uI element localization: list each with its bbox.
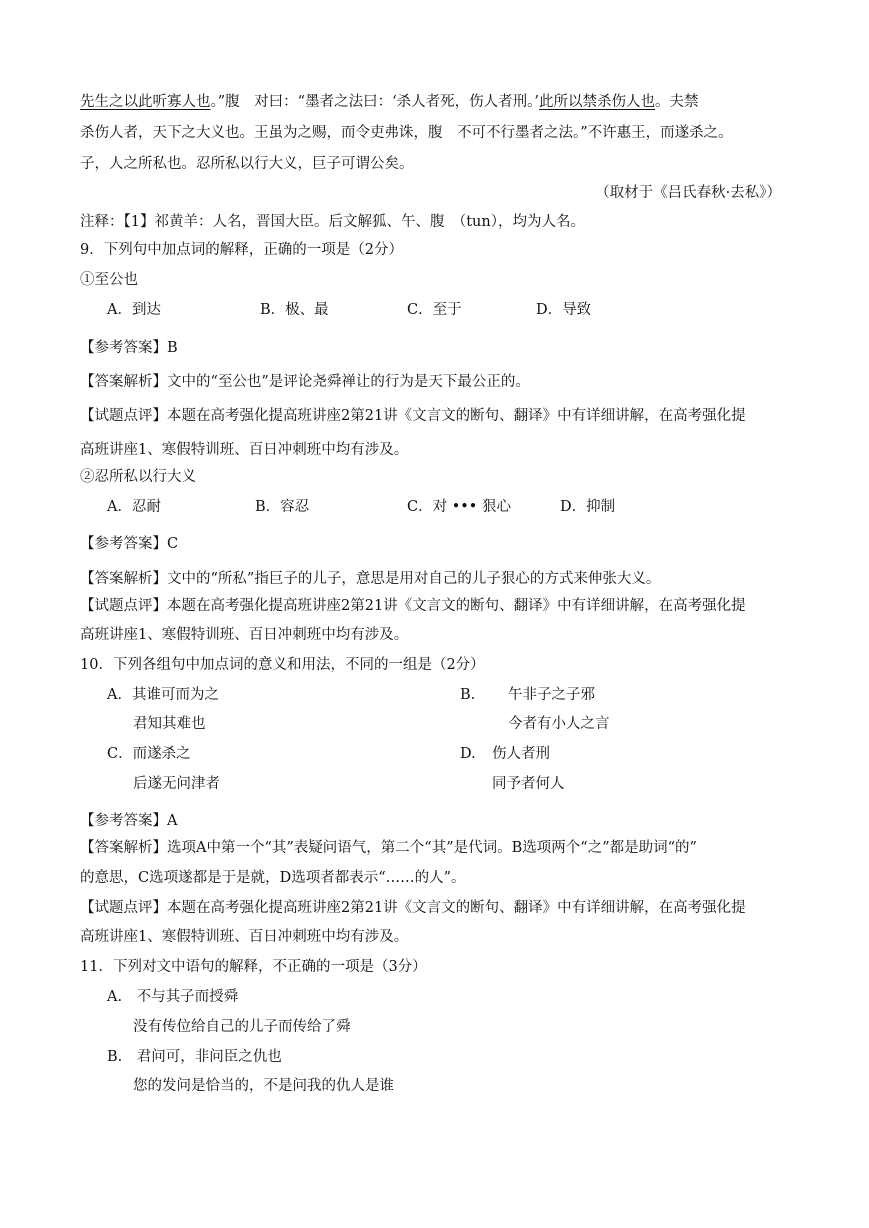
q10-option-a-line1: A．其谁可而为之: [107, 687, 219, 703]
q10-answer: 【参考答案】A: [80, 813, 178, 829]
q9-review-1b: 高班讲座1、寒假特训班、百日冲刺班中均有涉及。: [80, 442, 409, 458]
q9-answer-2: 【参考答案】C: [80, 536, 179, 552]
q10-review-a: 【试题点评】本题在高考强化提高班讲座2第21讲《文言文的断句、翻译》中有详细讲解，在高考强化提: [80, 900, 746, 916]
q9-review-1a: 【试题点评】本题在高考强化提高班讲座2第21讲《文言文的断句、翻译》中有详细讲解，在高考强化提: [80, 408, 746, 424]
q9-sub2-option-d: D．抑制: [560, 499, 616, 515]
q10-review-b: 高班讲座1、寒假特训班、百日冲刺班中均有涉及。: [80, 929, 409, 945]
q11-stem: 11．下列对文中语句的解释，不正确的一项是（3分）: [80, 959, 427, 975]
q11-option-a: A. 不与其子而授舜: [107, 989, 239, 1005]
annotation-note: 注释：【1】祁黄羊：人名，晋国大臣。后文解狐、午、腹 （tun），均为人名。: [80, 214, 585, 230]
q11-option-b-explanation: 您的发问是恰当的，不是问我的仇人是谁: [133, 1078, 394, 1094]
passage-line-3: 子，人之所私也。忍所私以行大义，巨子可谓公矣。: [80, 156, 414, 172]
q10-explanation-b: 的意思，C选项遂都是于是就，D选项者都表示“……的人”。: [80, 870, 466, 886]
q10-option-d-line2: 同予者何人: [492, 776, 565, 792]
q9-sub1-option-b: B．极、最: [260, 302, 329, 318]
passage-line-2: 杀伤人者，天下之大义也。王虽为之赐，而令吏弗诛，腹 不可不行墨者之法。”不许惠王，而遂杀之。: [80, 125, 733, 141]
q9-sub1-option-d: D．导致: [536, 302, 592, 318]
passage-underlined-2: 此所以禁杀伤人也: [539, 94, 656, 110]
q9-explanation-2: 【答案解析】文中的“所私”指巨子的儿子，意思是用对自己的儿子狠心的方式来伸张大义。: [80, 571, 661, 587]
q10-option-b-line1: 午非子之子邪: [508, 687, 595, 703]
q10-option-d-line1: 伤人者刑: [492, 746, 550, 762]
passage-source: （取材于《吕氏春秋·去私》）: [595, 185, 781, 201]
q11-option-b: B. 君问可，非问臣之仇也: [107, 1049, 282, 1065]
q9-stem: 9．下列句中加点词的解释，正确的一项是（2分）: [80, 242, 403, 258]
q9-sub2: ②忍所私以行大义: [80, 469, 196, 485]
q9-sub1: ①至公也: [80, 272, 138, 288]
q10-option-b-line2: 今者有小人之言: [508, 716, 610, 732]
q9-sub1-option-c: C．至于: [407, 302, 462, 318]
passage-line-1: [80, 92, 699, 112]
q10-explanation-a: 【答案解析】选项A中第一个“其”表疑问语气，第二个“其”是代词。B选项两个“之”都是助词“的”: [80, 840, 697, 856]
q10-option-c-line1: C．而遂杀之: [107, 746, 191, 762]
q10-option-d-label: D.: [460, 746, 476, 762]
q9-sub2-option-b: B．容忍: [255, 499, 310, 515]
q9-answer-1: 【参考答案】B: [80, 340, 178, 356]
q9-explanation-1: 【答案解析】文中的“至公也”是评论尧舜禅让的行为是天下最公正的。: [80, 374, 530, 390]
q10-option-c-line2: 后遂无问津者: [133, 776, 220, 792]
q9-sub2-option-a: A．忍耐: [107, 499, 161, 515]
q9-sub2-option-c: C．对 ••• 狠心: [407, 499, 511, 515]
q9-sub1-option-a: A．到达: [107, 302, 161, 318]
q9-review-2b: 高班讲座1、寒假特训班、百日冲刺班中均有涉及。: [80, 627, 409, 643]
q9-review-2a: 【试题点评】本题在高考强化提高班讲座2第21讲《文言文的断句、翻译》中有详细讲解，在高考强化提: [80, 598, 746, 614]
q10-option-b-label: B.: [460, 687, 476, 703]
passage-text: 。”腹 对曰：“墨者之法曰：‘杀人者死，伤人者刑。’: [210, 94, 540, 110]
q10-option-a-line2: 君知其难也: [133, 716, 206, 732]
passage-underlined-1: 先生之以此听寡人也: [80, 94, 211, 110]
q10-stem: 10．下列各组句中加点词的意义和用法，不同的一组是（2分）: [80, 657, 485, 673]
passage-text: 。夫禁: [655, 94, 699, 110]
q11-option-a-explanation: 没有传位给自己的儿子而传给了舜: [133, 1019, 351, 1035]
